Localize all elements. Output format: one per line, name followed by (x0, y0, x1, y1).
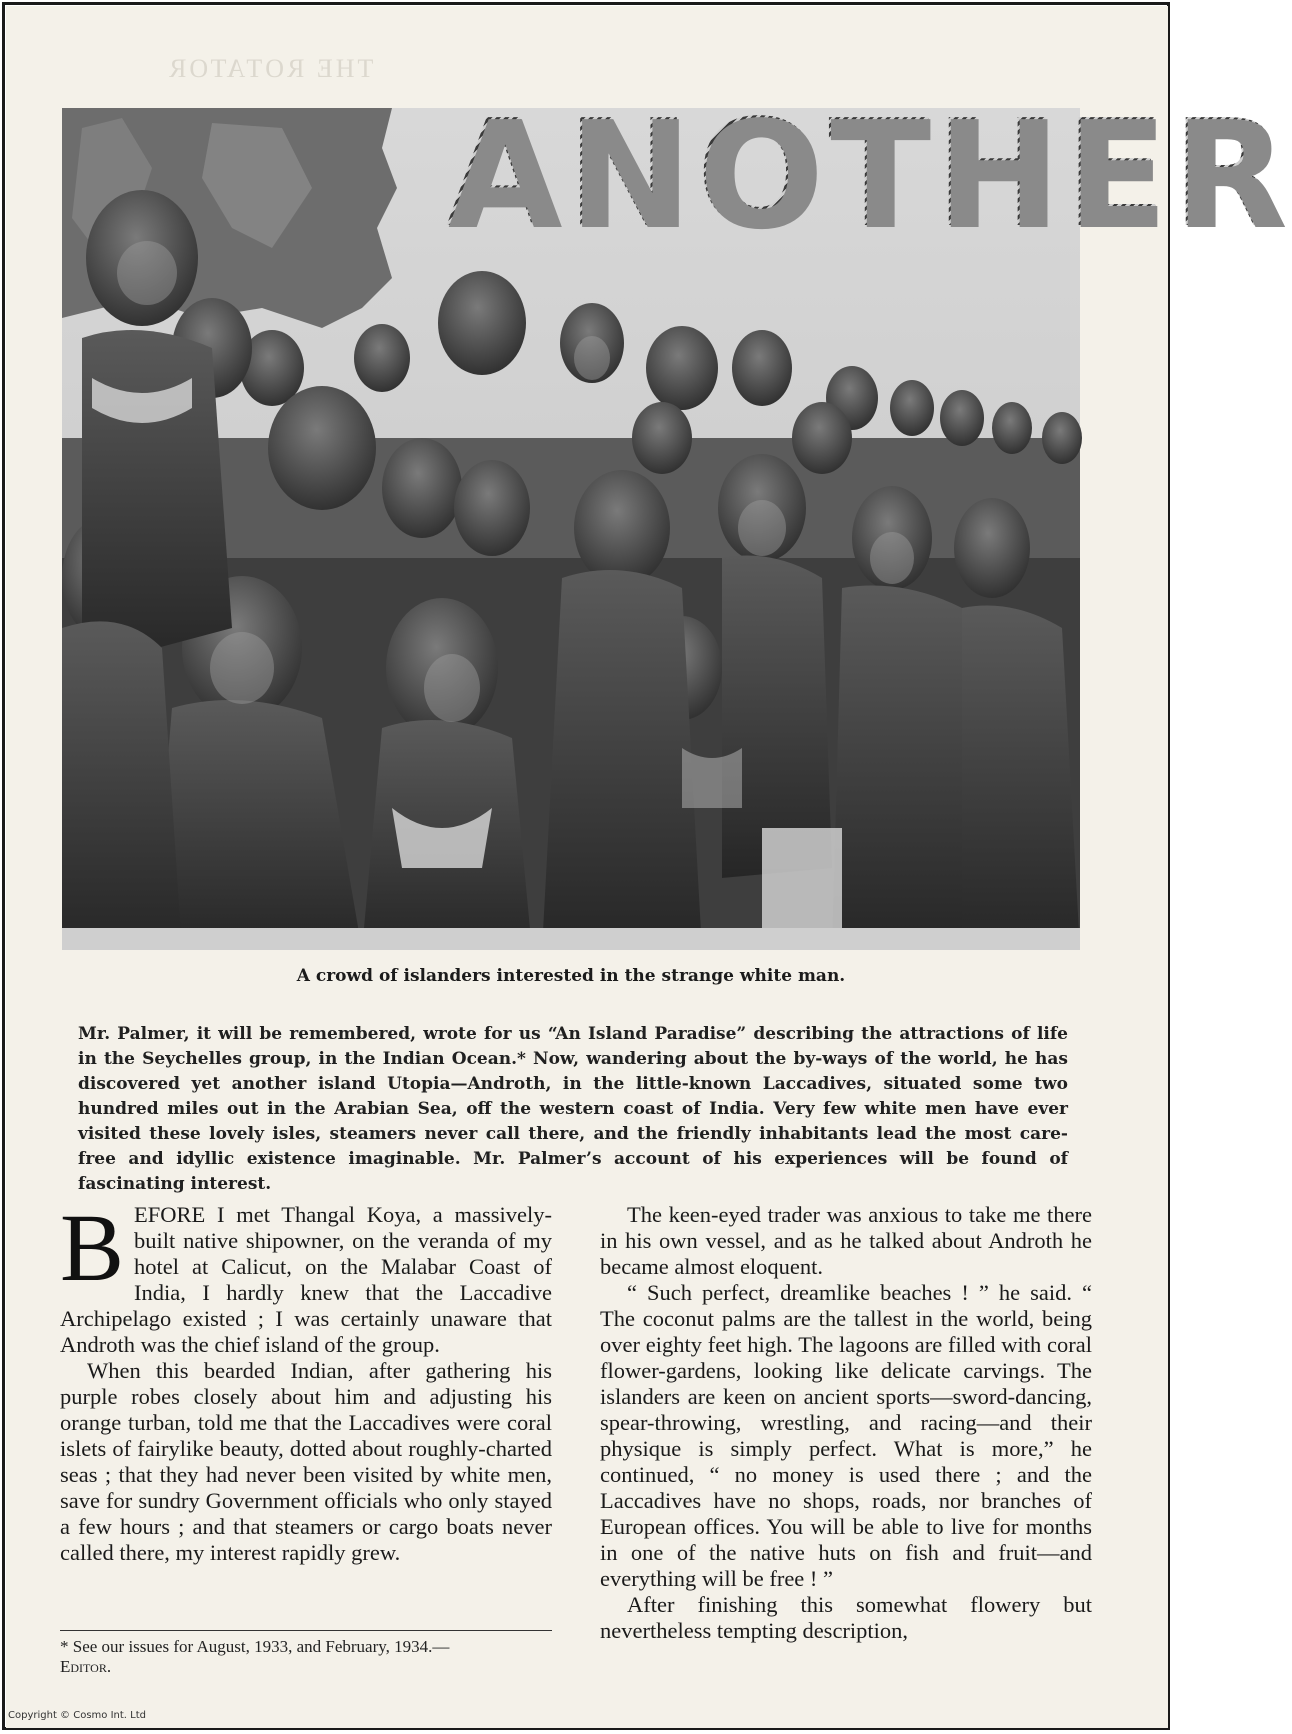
footnote (60, 1637, 552, 1677)
intro-paragraph: Mr. Palmer, it will be remembered, wrote for us “An Island Paradise” describing the attractions of life in the Seychelles group, in the Indian Ocean.* Now, wandering about the by-ways of the world, he has discovered yet another island Utopia—Androth, in the little-known Laccadives, situated some two hundred miles out in the Arabian Sea, off the western coast of India. Very few white men have ever visited these lovely isles, steamers never call there, and the friendly inhabitants lead the most care-free and idyllic existence imaginable. Mr. Palmer’s account of his experiences will be found of fascinating interest. (78, 1024, 1068, 1194)
right-paragraph-3: After finishing this somewhat flowery but nevertheless tempting description, (600, 1592, 1092, 1643)
running-head-bleedthrough: THE ROTATOR (166, 54, 374, 83)
footnote-text: * See our issues for August, 1933, and February, 1934.— (60, 1637, 450, 1656)
right-paragraph-2: “ Such perfect, dreamlike beaches ! ” he said. “ The coconut palms are the tallest in the world, being over eighty feet high. The lagoons are filled with coral flower-gardens, looking like delicate carvings. The islanders are keen on ancient sports—sword-dancing, spear-throwing, wrestling, and racing—and their physique is simply perfect. What is more,” he continued, “ no money is used there ; and the Laccadives have no shops, roads, nor branches of European offices. You will be able to live for months in one of the native huts on fish and fruit—and everything will be free ! ” (600, 1280, 1092, 1591)
copyright-notice: Copyright © Cosmo Int. Ltd (8, 1710, 146, 1721)
photo-caption: A crowd of islanders interested in the strange white man. (296, 966, 846, 986)
left-paragraph-1 (60, 1194, 552, 1358)
right-paragraph-1: The keen-eyed trader was anxious to take me there in his own vessel, and as he talked about Androth he became almost eloquent. (600, 1202, 1092, 1279)
right-column (600, 1202, 1092, 1644)
footnote-editor: Editor. (60, 1657, 112, 1676)
left-paragraph-1-text: EFORE I met Thangal Koya, a massively-built native shipowner, on the veranda of my hotel at Calicut, on the Malabar Coast of India, I hardly knew that the Laccadive Archipelago existed ; I was certainly unaware that Androth was the chief island of the group. (60, 1202, 552, 1357)
drop-cap: B (60, 1194, 125, 1301)
left-paragraph-2: When this bearded Indian, after gathering his purple robes closely about him and adjusting his orange turban, told me that the Laccadives were coral islets of fairylike beauty, dotted about roughly-charted seas ; that they had never been visited by white men, save for sundry Government officials who only stayed a few hours ; and that steamers or cargo boats never called there, my interest rapidly grew. (60, 1358, 552, 1565)
headline: ANOTHER (446, 88, 1292, 260)
footnote-rule (60, 1630, 552, 1631)
left-column (60, 1194, 552, 1566)
